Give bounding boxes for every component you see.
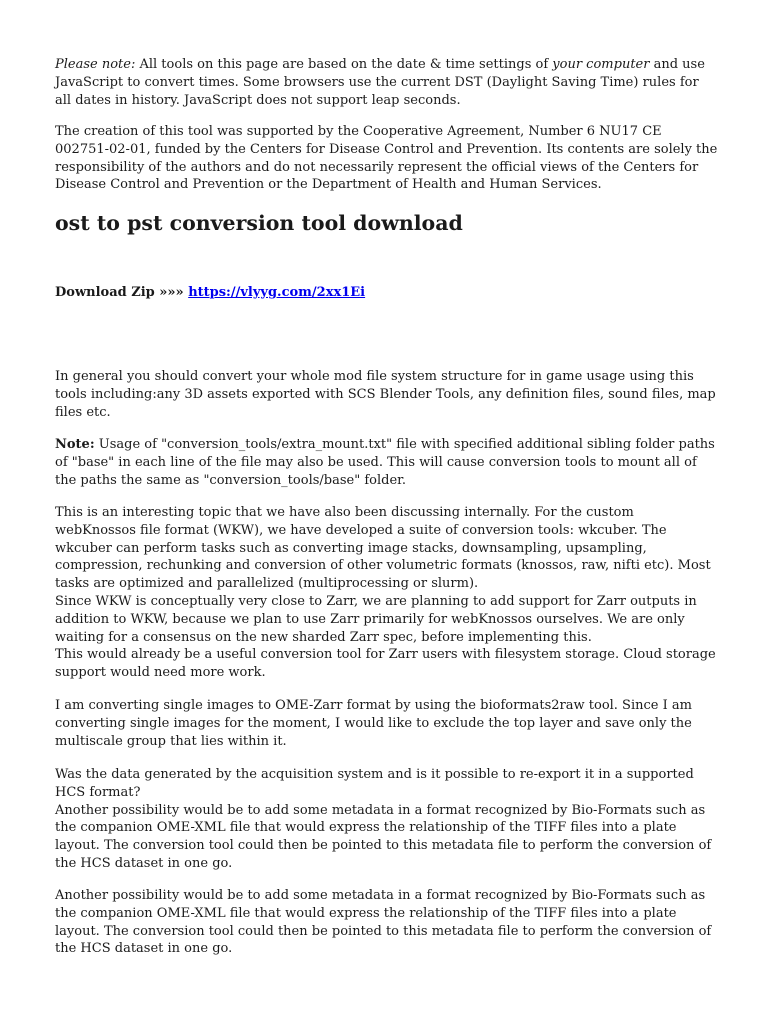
timezone-disclaimer (55, 56, 718, 109)
note-text: Usage of "conversion_tools/extra_mount.txt" file with specified additional sibling folder paths of "base" in each line of the file may also be used. This will cause conversion tools to mount all of the paths the same as "conversion_tools/base" folder. (55, 437, 715, 488)
disclaimer-emphasis: your computer (552, 57, 650, 72)
wkcuber-text-a: This is an interesting topic that we have also been discussing internally. For the custom webKnossos file format (WKW), we have developed a suite of conversion tools: wkcuber. The wkcuber can perform tasks such as converting image stacks, downsampling, upsampling, compression, rechunking and conversion of other volumetric formats (knossos, raw, nifti etc). Most tasks are optimized and parallelized (multiprocessing or slurm). (55, 505, 711, 592)
download-label: Download Zip »»» (55, 285, 189, 300)
please-note-label: Please note: (55, 57, 136, 72)
paragraph-note (55, 436, 718, 489)
paragraph-wkcuber (55, 504, 718, 682)
note-label: Note: (55, 437, 95, 452)
disclaimer-text-1: All tools on this page are based on the date & time settings of (135, 57, 553, 72)
hcs-text-b: Another possibility would be to add some metadata in a format recognized by Bio-Formats such as the companion OME-XML file that would express the relationship of the TIFF files into a plate layout. The conversion tool could then be pointed to this metadata file to perform the conversion of the HCS dataset in one go. (55, 802, 712, 871)
funding-statement: The creation of this tool was supported by the Cooperative Agreement, Number 6 NU17 CE 002751-02-01, funded by the Centers for Disease Control and Prevention. Its contents are solely the responsibility of the authors and do not necessarily represent the official views of the Centers for Disease Control and Prevention or the Department of Health and Human Services. (55, 124, 718, 193)
wkcuber-text-c: This would already be a useful conversion tool for Zarr users with filesystem storage. Cloud storage support would need more work. (55, 647, 716, 681)
hcs-text-a: Was the data generated by the acquisition system and is it possible to re-export it in a supported HCS format? (55, 767, 694, 800)
disclaimer-text-2: and use JavaScript to convert times. Some browsers use the current DST (Daylight Saving Time) rules for all dates in history. JavaScript does not support leap seconds. (55, 57, 705, 108)
paragraph-ome-zarr: I am converting single images to OME-Zarr format by using the bioformats2raw tool. Since I am converting single images for the moment, I would like to exclude the top layer and save only the multiscale group that lies within it. (55, 698, 692, 749)
download-line (55, 284, 365, 302)
paragraph-mod-conversion: In general you should convert your whole mod file system structure for in game usage using this tools including:any 3D assets exported with SCS Blender Tools, any definition files, sound files, map files etc. (55, 369, 716, 420)
page-title: ost to pst conversion tool download (55, 211, 463, 235)
wkcuber-text-b: Since WKW is conceptually very close to Zarr, we are planning to add support for Zarr outputs in addition to WKW, because we plan to use Zarr primarily for webKnossos ourselves. We are only waiting for a consensus on the new sharded Zarr spec, before implementing this. (55, 593, 697, 645)
paragraph-bioformats: Another possibility would be to add some metadata in a format recognized by Bio-Formats such as the companion OME-XML file that would express the relationship of the TIFF files into a plate layout. The conversion tool could then be pointed to this metadata file to perform the conversion of the HCS dataset in one go. (55, 888, 712, 957)
paragraph-hcs (55, 766, 718, 873)
download-link[interactable]: https://vlyyg.com/2xx1Ei (188, 285, 366, 300)
